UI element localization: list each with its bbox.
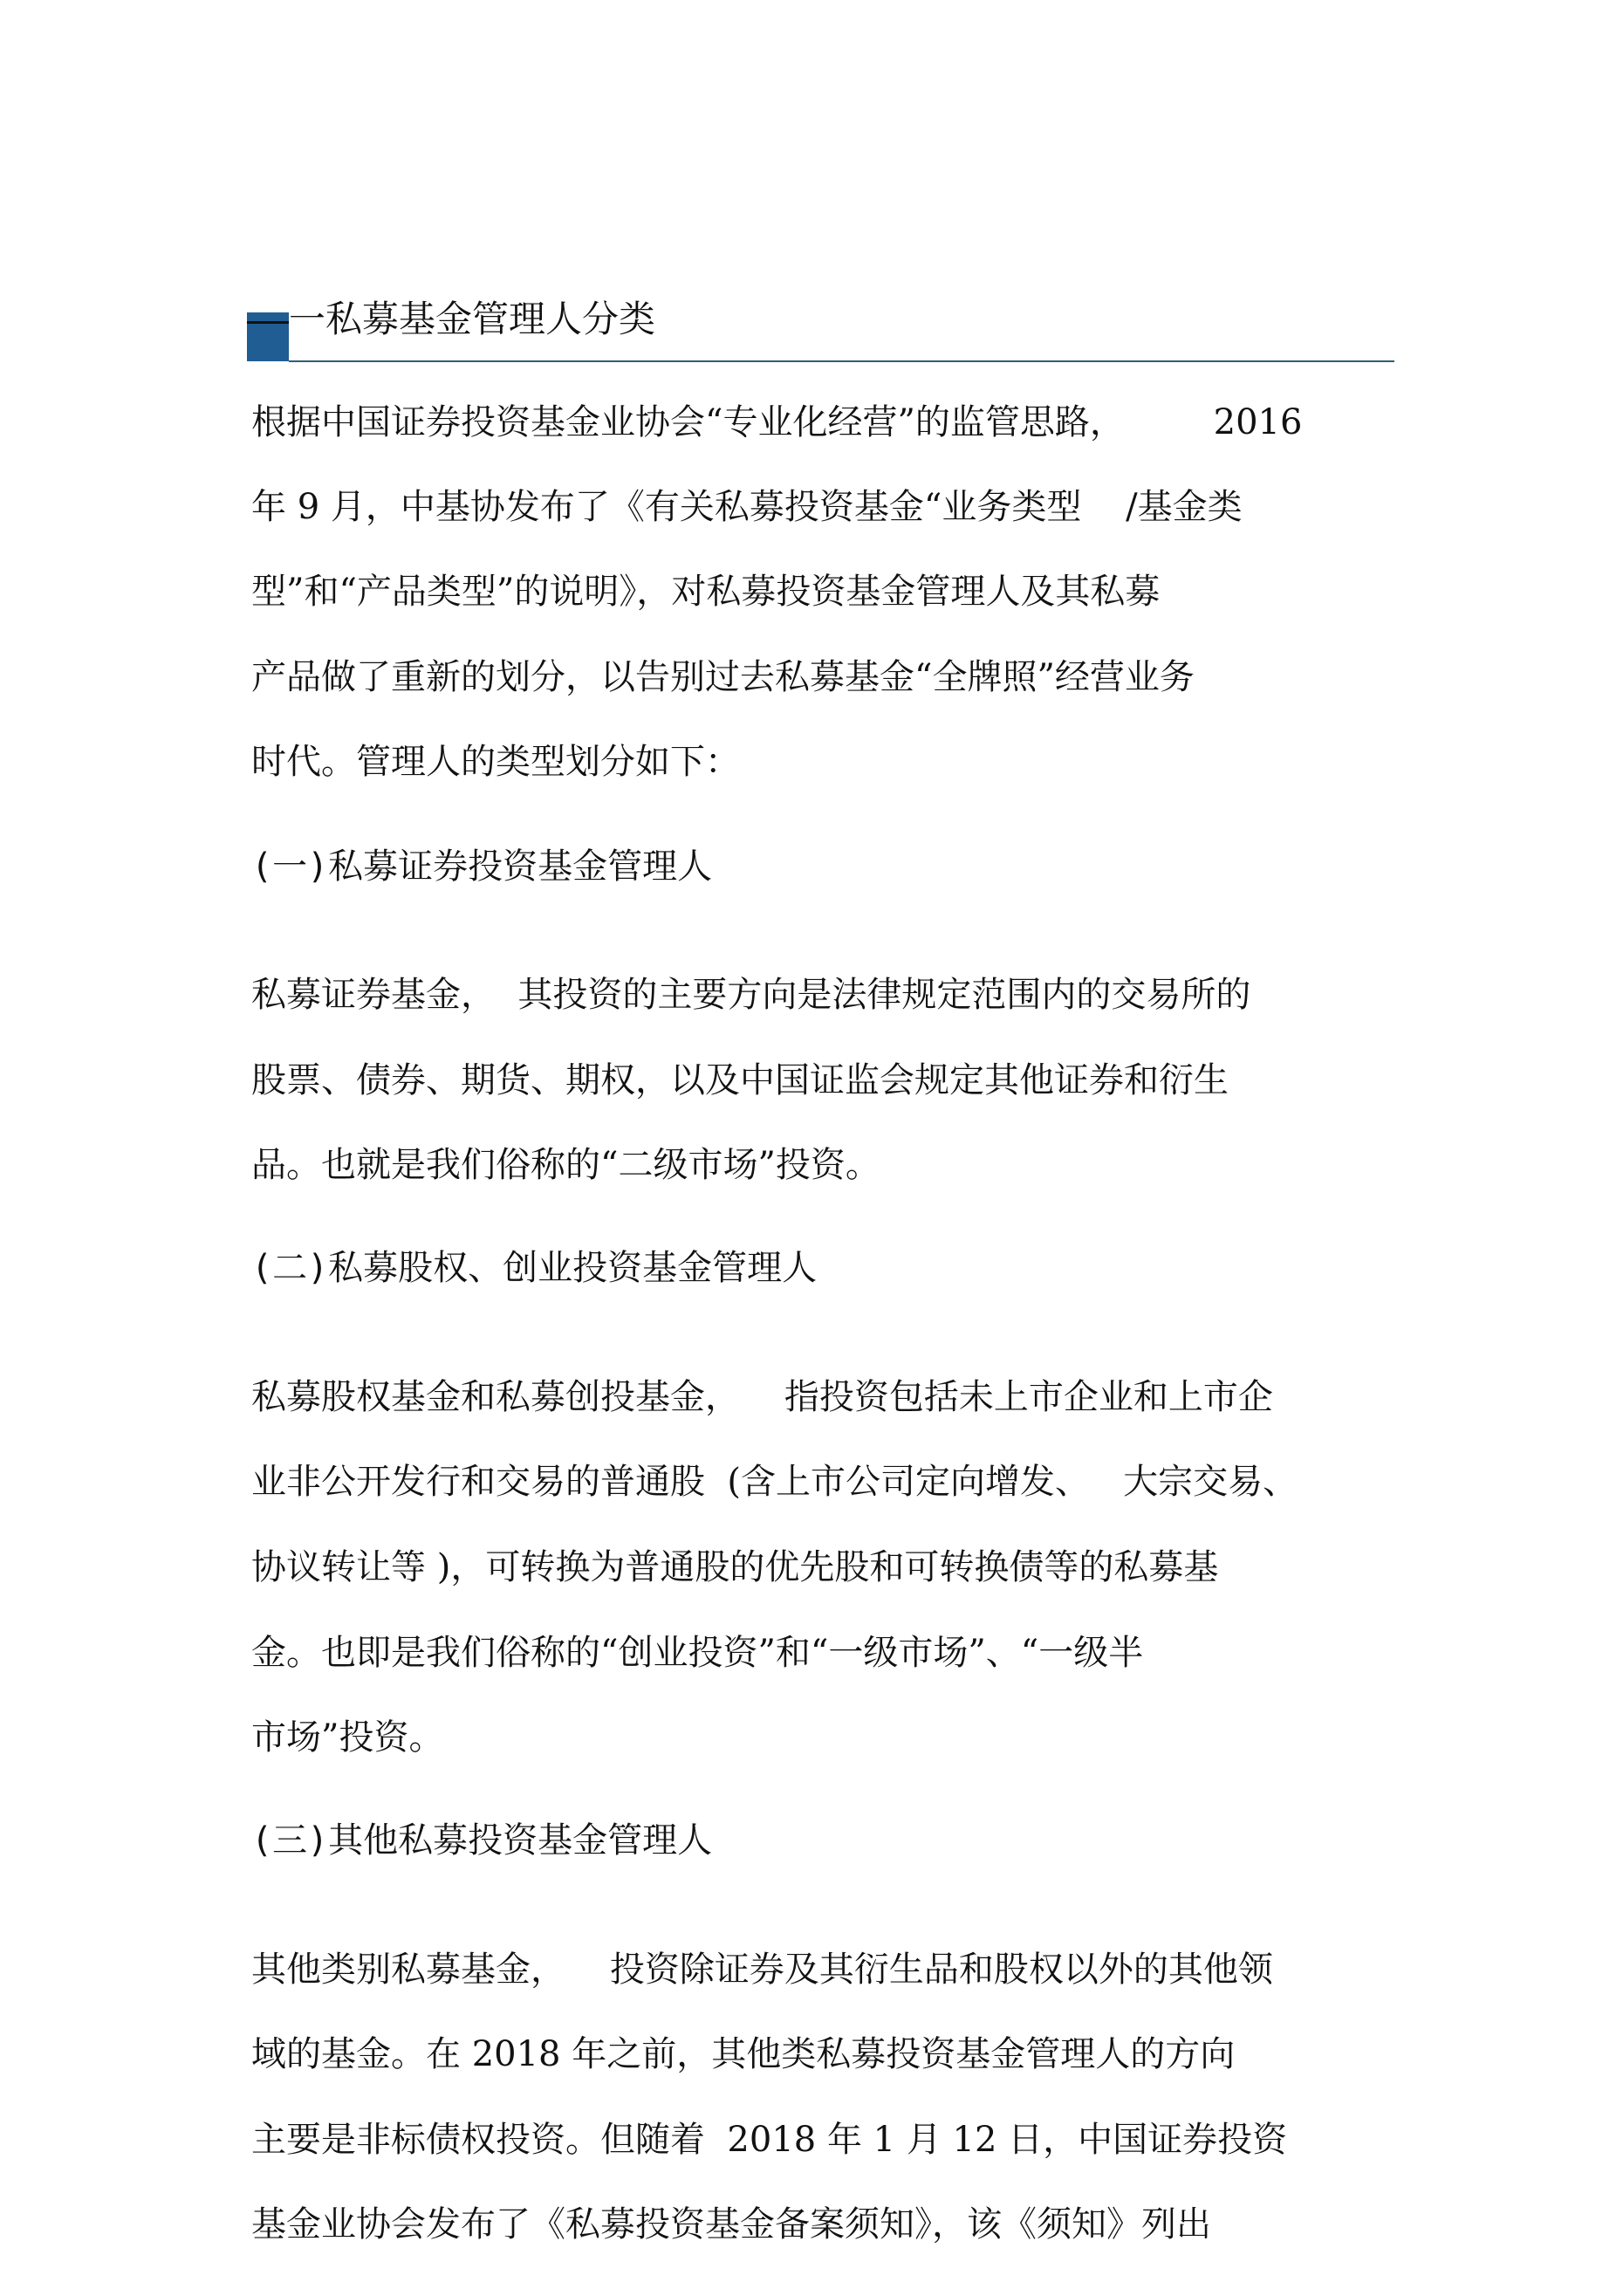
heading-underline [289, 360, 1394, 362]
section-heading [247, 288, 1394, 362]
heading-dash [247, 321, 289, 324]
paragraph-line: 私募股权基金和私募创投基金， 指投资包括未上市企业和上市企 [251, 1377, 1273, 1417]
subsection-heading: (三)其他私募投资基金管理人 [251, 1820, 713, 1861]
paragraph-line: 年 9 月，中基协发布了《有关私募投资基金“业务类型 /基金类 [251, 487, 1243, 527]
subsection-heading: (二)私募股权、创业投资基金管理人 [251, 1248, 818, 1288]
paragraph-line: 型”和“产品类型”的说明》，对私募投资基金管理人及其私募 [251, 572, 1161, 612]
paragraph-line: 金。也即是我们俗称的“创业投资”和“一级市场”、“一级半 [251, 1633, 1144, 1673]
heading-marker [247, 312, 289, 361]
paragraph-line: 产品做了重新的划分，以告别过去私募基金“全牌照”经营业务 [251, 657, 1195, 697]
paragraph-line: 市场”投资。 [251, 1717, 444, 1758]
subsection-heading: (一)私募证券投资基金管理人 [251, 846, 713, 887]
paragraph-line: 根据中国证券投资基金业协会“专业化经营”的监管思路， 2016 [251, 402, 1303, 442]
paragraph-line: 基金业协会发布了《私募投资基金备案须知》，该《须知》列出 [251, 2204, 1211, 2245]
paragraph-line: 时代。管理人的类型划分如下： [251, 742, 740, 782]
paragraph-line: 私募证券基金， 其投资的主要方向是法律规定范围内的交易所的 [251, 975, 1251, 1015]
section-title: 一私募基金管理人分类 [289, 298, 656, 340]
paragraph-line: 其他类别私募基金， 投资除证券及其衍生品和股权以外的其他领 [251, 1950, 1273, 1990]
paragraph-line: 协议转让等 )，可转换为普通股的优先股和可转换债等的私募基 [251, 1547, 1219, 1587]
paragraph-line: 股票、债券、期货、期权，以及中国证监会规定其他证券和衍生 [251, 1060, 1229, 1100]
paragraph-line: 主要是非标债权投资。但随着 2018 年 1 月 12 日，中国证券投资 [251, 2120, 1288, 2160]
paragraph-line: 域的基金。在 2018 年之前，其他类私募投资基金管理人的方向 [251, 2034, 1236, 2074]
paragraph-line: 业非公开发行和交易的普通股 (含上市公司定向增发、 大宗交易、 [251, 1462, 1298, 1502]
paragraph-line: 品。也就是我们俗称的“二级市场”投资。 [251, 1145, 880, 1185]
